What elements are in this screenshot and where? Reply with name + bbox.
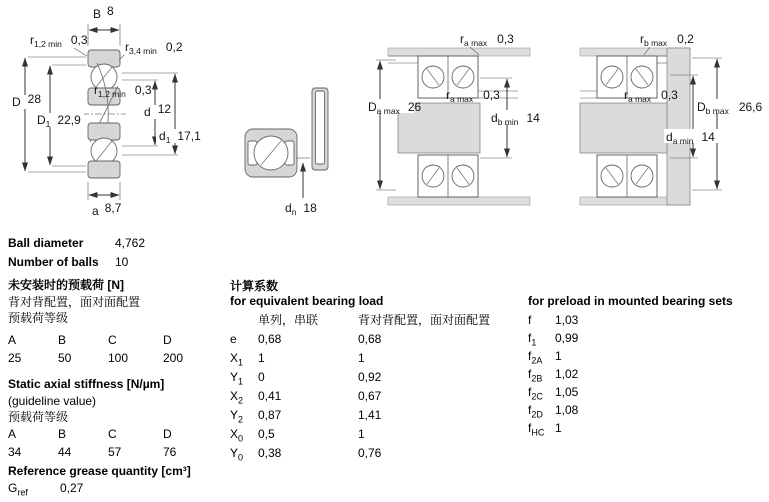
- factor-symbol: $f_{HC}$: [528, 421, 545, 438]
- factor-value: 1,03: [555, 313, 579, 327]
- dim-label-Da-max: $D_{a max}$ 26: [368, 100, 422, 116]
- grease-value: 0,27: [60, 480, 84, 495]
- calc-factors-section: [230, 277, 490, 465]
- calc-col1-header: 单列，串联: [258, 313, 319, 327]
- grease-symbol: $G_{ref}$: [8, 480, 28, 497]
- calc-row-Y0: [230, 446, 490, 465]
- factor-symbol: $X_0$: [230, 427, 244, 444]
- dim-label-ra-max-top: $r_{a max}$ 0,3: [460, 32, 514, 48]
- factor-symbol: $X_2$: [230, 389, 244, 406]
- drawing-front-view: [245, 88, 328, 217]
- stiffness-table-header: A B C D: [8, 426, 172, 441]
- factor-value: 0,99: [555, 331, 579, 345]
- dim-label-B: B 8: [93, 4, 114, 21]
- spec-row-number-of-balls: [8, 255, 145, 274]
- dim-label-dn: $d_n$ 18: [285, 201, 317, 217]
- calc-row-Y2: [230, 408, 490, 427]
- preload-row-f2C: [528, 385, 733, 403]
- factor-value-single: 0,5: [258, 427, 275, 441]
- factor-symbol: $Y_0$: [230, 446, 244, 463]
- factor-value-paired: 1,41: [358, 408, 382, 422]
- drawing-set-back-to-back: [366, 32, 541, 205]
- dim-label-db-min: $d_{b min}$ 14: [491, 111, 540, 127]
- dim-label-D: D 28: [12, 92, 42, 109]
- dim-label-r12-min-inner: $r_{1,2 min}$ 0,3: [94, 83, 152, 99]
- factor-value-paired: 0,68: [358, 332, 382, 346]
- calc-factors-subtitle: for equivalent bearing load: [230, 294, 384, 308]
- spec-row-ball-diameter: [8, 236, 145, 255]
- preload-row-f2B: [528, 367, 733, 385]
- preload-row-f: [528, 313, 733, 331]
- preload-unmounted-title: 未安装时的预载荷 [N]: [8, 278, 124, 292]
- calc-row-X1: [230, 351, 490, 370]
- preload-factors-title: for preload in mounted bearing sets: [528, 294, 733, 308]
- factor-symbol: $Y_2$: [230, 408, 244, 425]
- grease-row: [8, 480, 191, 497]
- calc-factors-title: 计算系数: [230, 279, 279, 293]
- number-of-balls-label: Number of balls: [8, 255, 99, 269]
- calc-row-X0: [230, 427, 490, 446]
- grease-section: [8, 463, 191, 496]
- preload-unmounted-subtitle: 背对背配置，面对面配置: [8, 294, 141, 309]
- factor-symbol: e: [230, 332, 237, 346]
- dim-label-d1: $d_1$ 17,1: [159, 129, 201, 145]
- preload-table-header: A B C D: [8, 332, 172, 347]
- factor-symbol: $f_{2C}$: [528, 385, 543, 402]
- preload-factors-section: [528, 294, 733, 439]
- dim-label-a: a 8,7: [92, 201, 122, 218]
- dim-label-D1: $D_1$ 22,9: [37, 113, 81, 129]
- dim-label-Db-max: $D_{b max}$ 26,6: [697, 100, 763, 116]
- preload-row-f2A: [528, 349, 733, 367]
- dim-label-rb-max-top: $r_{b max}$ 0,2: [640, 32, 694, 48]
- calc-factors-header: [230, 311, 490, 332]
- factor-value-single: 0,68: [258, 332, 282, 346]
- stiffness-subtitle: (guideline value): [8, 393, 97, 408]
- factor-value-single: 0,87: [258, 408, 282, 422]
- factor-value-paired: 1: [358, 351, 365, 365]
- factor-value: 1: [555, 349, 562, 363]
- preload-class-label: 预载荷等级: [8, 311, 69, 325]
- factor-symbol: $Y_1$: [230, 370, 244, 387]
- dim-label-da-min: $d_{a min}$ 14: [666, 130, 715, 146]
- factor-symbol: $f_{2D}$: [528, 403, 543, 420]
- factor-value: 1,02: [555, 367, 579, 381]
- stiffness-class-label: 预载荷等级: [8, 410, 69, 424]
- calc-col2-header: 背对背配置，面对面配置: [358, 313, 491, 327]
- preload-unmounted-section: [8, 277, 218, 367]
- calc-row-e: [230, 332, 490, 351]
- factor-symbol: f: [528, 313, 532, 327]
- stiffness-table-values: 34 44 57 76: [8, 445, 177, 459]
- factor-value-paired: 0,92: [358, 370, 382, 384]
- factor-symbol: $X_1$: [230, 351, 244, 368]
- factor-value-single: 0,41: [258, 389, 282, 403]
- factor-value: 1,05: [555, 385, 579, 399]
- factor-value: 1,08: [555, 403, 579, 417]
- dim-label-ra-max-mid2: $r_{a max}$ 0,3: [624, 88, 678, 104]
- dim-label-r12-min-top: $r_{1,2 min}$ 0,3: [30, 33, 88, 49]
- preload-row-f2D: [528, 403, 733, 421]
- factor-symbol: $f_1$: [528, 331, 537, 348]
- factor-symbol: $f_{2B}$: [528, 367, 543, 384]
- factor-value-single: 1: [258, 351, 265, 365]
- preload-row-fHC: [528, 421, 733, 439]
- factor-value-paired: 0,67: [358, 389, 382, 403]
- factor-value-single: 0: [258, 370, 265, 384]
- preload-table-values: 25 50 100 200: [8, 351, 184, 365]
- factor-value-paired: 1: [358, 427, 365, 441]
- spec-section: [8, 236, 145, 274]
- drawing-set-face-to-face: [580, 32, 764, 205]
- stiffness-title: Static axial stiffness [N/µm]: [8, 377, 165, 391]
- number-of-balls-value: 10: [115, 255, 129, 269]
- factor-value-single: 0,38: [258, 446, 282, 460]
- calc-row-X2: [230, 389, 490, 408]
- factor-value: 1: [555, 421, 562, 435]
- preload-row-f1: [528, 331, 733, 349]
- dim-label-d: d 12: [144, 102, 172, 119]
- factor-symbol: $f_{2A}$: [528, 349, 543, 366]
- factor-value-paired: 0,76: [358, 446, 382, 460]
- ball-diameter-label: Ball diameter: [8, 236, 84, 250]
- grease-title: Reference grease quantity [cm³]: [8, 464, 191, 478]
- dim-label-r34-min: $r_{3,4 min}$ 0,2: [125, 40, 183, 56]
- ball-diameter-value: 4,762: [115, 236, 146, 250]
- stiffness-section: [8, 376, 218, 461]
- dim-label-ra-max-mid: $r_{a max}$ 0,3: [446, 88, 500, 104]
- drawing-single-bearing-section: [9, 4, 206, 218]
- calc-row-Y1: [230, 370, 490, 389]
- technical-drawings: [0, 0, 769, 228]
